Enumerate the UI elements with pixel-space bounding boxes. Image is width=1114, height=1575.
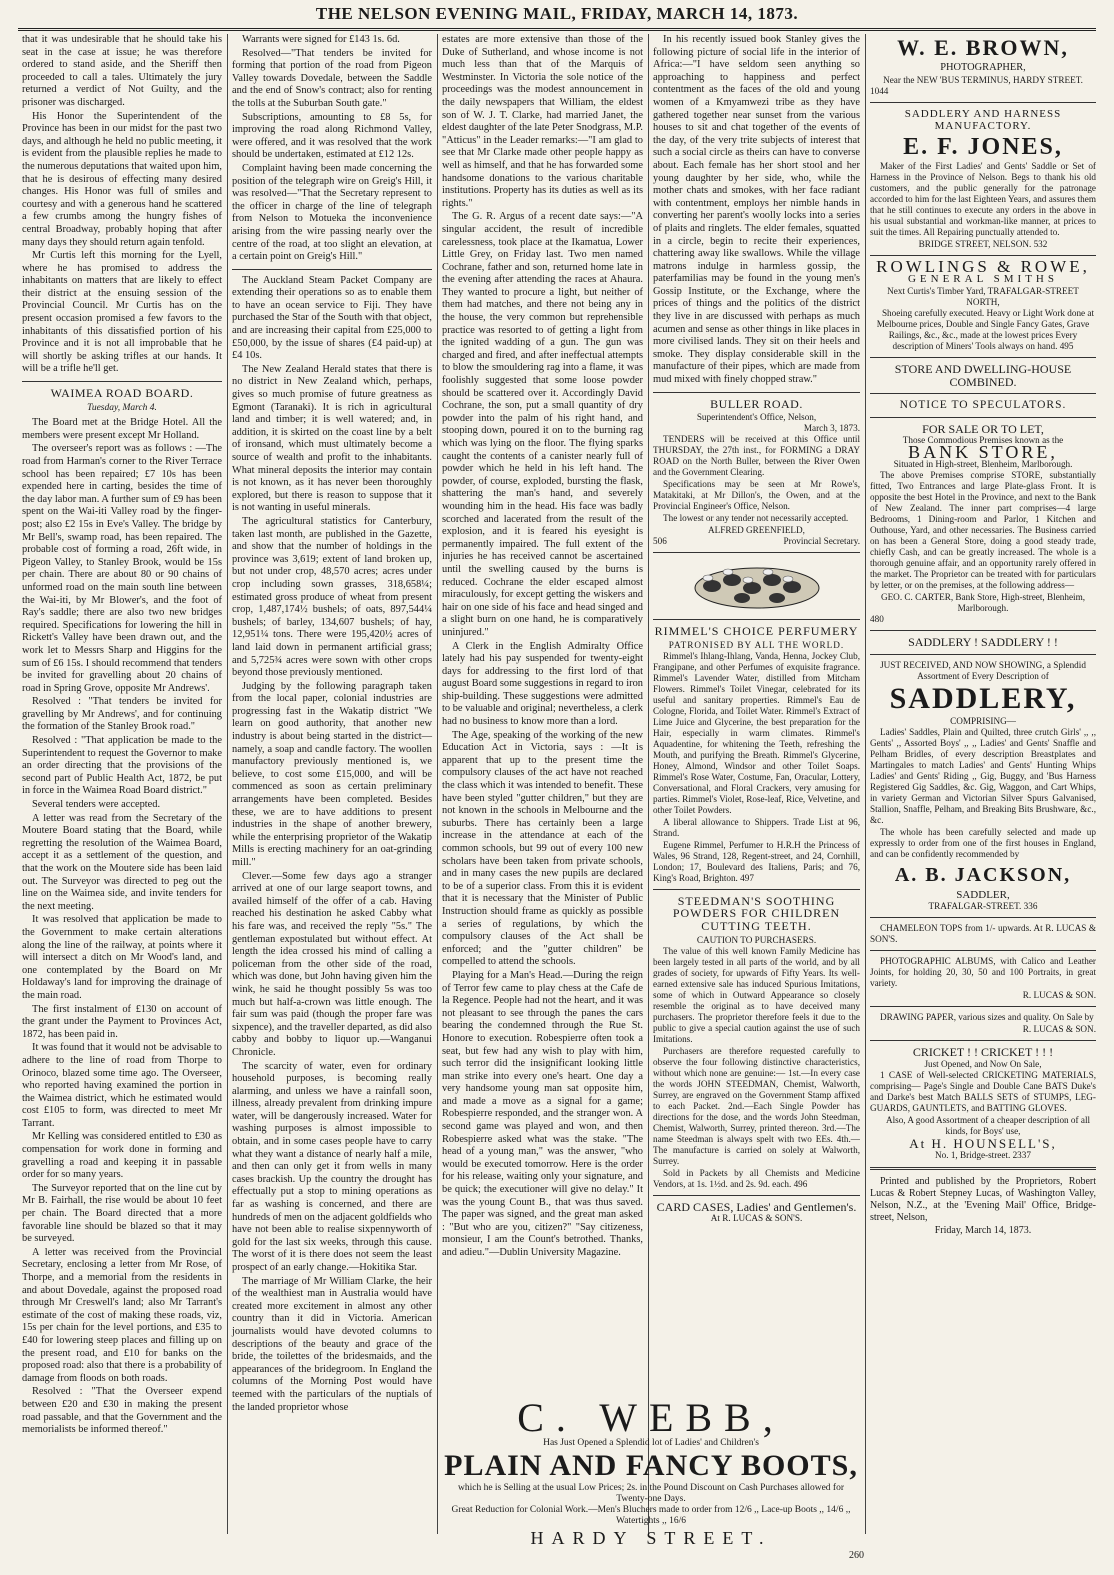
- paragraph: The Age, speaking of the working of the new Education Act in Victoria, says : —It is apparent that up to the present time the compulsory clauses of the act have not reached the class which it was intended to benefit. These have been styled "gutter children," but they are not known in the schools in Melbourne and the suburbs. There has certainly been a large increase in the attendance at each of the common schools, but 99 out of every 100 new scholars have been taken from private schools, and in many cases the new pupils are declared to be of a superior class. From this it is evident that it is necessary that the Minister of Public Instruction should frame as quickly as possible a series of regulations, by which the compulsory clauses of the Act shall be enforced; and the "gutter children" be compelled to attend the schools.: [442, 729, 643, 968]
- paragraph: The New Zealand Herald states that there is no district in New Zealand which, perhaps, gives so much promise of future greatness as Egmont (Taranaki). It is rich in agricultural land and timber; it is well watered; and, in addition, it is skirted on the coast line by a belt of ironsand, which must ultimately become a source of wealth and profit to the inhabitants. What mineral deposits the interior may contain is not known, as it has never been thoroughly explored, but there is reason to suppose that it is not wanting in useful minerals.: [232, 363, 432, 514]
- ad-body: The lowest or any tender not necessarily accepted.: [663, 513, 849, 524]
- divider: [870, 917, 1096, 918]
- ad-heading: STEEDMAN'S SOOTHING POWDERS FOR CHILDREN CUTTING TEETH.: [672, 893, 841, 933]
- ad-heading: BULLER ROAD.: [710, 396, 803, 411]
- paragraph: The scarcity of water, even for ordinary household purposes, is becoming really alarming, and unless we have a rainfall soon, illness, already prevalent from drinking impure water, will be dangerously increased. Water for washing purposes is almost impossible to obtain, and in some cases people have to carry what they want a distance of nearly half a mile, and then can only get it from wells in many cases brackish. Up the country the drought has effectually put a stop to mining operations as far as washing is concerned, and there are hundreds of men on the adjacent goldfields who have not been able to realise sixpennyworth of gold for the last six weeks, through this cause. The worst of it is there does not seem the least prospect of an early change.—Hokitika Star.: [232, 1060, 432, 1273]
- ad-heading: A. B. JACKSON,: [894, 863, 1072, 886]
- ad-heading: E. F. JONES,: [903, 133, 1063, 160]
- ad-body: Great Reduction for Colonial Work.—Men's Bluchers made to order from 12/6 ,, Lace-up Boots ,, 14/6 ,, Watertights ,, 16/6: [451, 1505, 851, 1526]
- ad-subheading: Has Just Opened a Splendid lot of Ladies' and Children's: [543, 1438, 759, 1448]
- bees-illustration: [682, 558, 832, 614]
- column-rule: [227, 34, 228, 1534]
- imprint-date: Friday, March 14, 1873.: [934, 1225, 1032, 1237]
- ad-address: BRIDGE STREET, NELSON. 532: [918, 238, 1048, 249]
- divider: [870, 1040, 1096, 1041]
- divider: [870, 102, 1096, 103]
- paragraph: Complaint having been made concerning the position of the telegraph wire on Greig's Hill, it was resolved—"That the Secretary represent to the officer in charge of the line of telegraph from Nelson to Motueka the inconvenience arising from the wire passing nearly over the centre of the road, at too slight an elevation, at a certain point on Greig's Hill.": [232, 162, 432, 263]
- column-2: [232, 34, 432, 1529]
- ad-subheading: GENERAL SMITHS: [907, 273, 1058, 286]
- ad-date: March 3, 1873.: [803, 423, 860, 434]
- ad-address: Situated in High-street, Blenheim, Marlborough.: [893, 458, 1073, 469]
- ad-body: which he is Selling at the usual Low Prices; 2s. in the Pound Discount on Cash Purchases allowed for Twenty-one Days.: [457, 1483, 845, 1504]
- ad-signature: R. LUCAS & SON.: [1022, 1024, 1096, 1035]
- ad-heading: PLAIN AND FANCY BOOTS,: [444, 1449, 858, 1482]
- divider: [653, 1195, 860, 1196]
- divider: [870, 630, 1096, 631]
- ad-signature: ALFRED GREENFIELD,: [708, 525, 805, 536]
- paragraph: Resolved : "That application be made to the Superintendent to request the Governor to make an order directing that the provisions of the second part of Public Health Act, 1872, be put in force in the Waimea Road Board district.": [22, 735, 222, 797]
- ad-body: A liberal allowance to Shippers. Trade List at 96, Strand.: [653, 816, 860, 838]
- divider: [232, 269, 432, 270]
- paragraph: The G. R. Argus of a recent date says:—"A singular accident, the result of incredible carelessness, took place at the Ikamatua, Lower Little Grey, on Friday last. Two men named Cochrane, father and son, returned home late in the evening after attending the races at Ahaura. They wanted to procure a light, but neither of them had matches, and there not being any in the house, the very common but reprehensible practice was resorted to of getting a light from the ignited wadding of a gun. The gun was charged and fired, and after ineffectual attempts to blow the smouldering rag into a flame, it was foolishly suggested that some loose powder should be scattered over it. Accordingly David Cochrane, the son, put a small quantity of dry powder into the palm of his right hand, and stooping down, poured it on to the burning rag which was lying on the floor. The flying sparks caught the contents of a canister nearly full of powder which he held in his left hand. The powder, of course, exploded, bursting the flask, shattering the man's hand, and severely wounding him in the head. His face was badly scorched and lacerated from the result of the explosion, and it is feared his eyesight is permanently impaired. The full extent of the injuries he has received cannot be ascertained until the swelling caused by the burns is reduced. Cochrane the elder escaped almost miraculously, for except getting the wiskers and hair on one side of his face and head singed and a slight burn on one hand, he is comparatively uninjured.": [442, 211, 643, 638]
- divider: [653, 392, 860, 393]
- ad-address: TRAFALGAR-STREET. 336: [928, 901, 1038, 912]
- ad-body: 1 CASE of Well-selected CRICKETING MATERIALS, comprising— Page's Single and Double Cane BATS Duke's and Darke's best Match BALLS SETS of STUMPS, LEG-GUARDS, GAUNTLETS, and BATTING GLOVES.: [870, 1069, 1096, 1113]
- article-heading: WAIMEA ROAD BOARD.: [50, 386, 194, 401]
- divider: [653, 889, 860, 890]
- ad-number: 506: [653, 536, 667, 547]
- ad-body: TENDERS will be received at this Office until THURSDAY, the 27th inst., for FORMING a DRAY ROAD on the North Buller, between the River Owen and the Government Clearing.: [653, 434, 860, 478]
- paragraph: The Board met at the Bridge Hotel. All the members were present except Mr Holland.: [22, 417, 222, 441]
- ad-heading: NOTICE TO SPECULATORS.: [899, 399, 1067, 412]
- ad-heading: BANK STORE,: [908, 442, 1058, 463]
- ad-subheading: SADDLER,: [956, 888, 1010, 901]
- paragraph: His Honor the Superintendent of the Province has been in our midst for the past two days, and although he held no public meeting, it is evident from the plausible replies he made to the numerous deputations that waited upon him, that he is desirous of effecting many desired changes. His Honor was full of smiles and courtesy and with a generous hand he scattered a few crumbs among the hungry fishes of central Broadway, probably hoping that after many days they should return again tenfold.: [22, 110, 222, 248]
- column-rule: [865, 34, 866, 1534]
- paragraph: The Auckland Steam Packet Company are extending their operations so as to enable them to have an ocean service to Fiji. They have purchased the Star of the South with that object, and are increasing their capital from £25,000 to £50,000, by the issue of shares (£4 paid-up) at £4 10s.: [232, 274, 432, 362]
- divider: [653, 619, 860, 620]
- boots-advertisement: [442, 1395, 860, 1548]
- paragraph: Subscriptions, amounting to £8 5s, for improving the road along Richmond Valley, were offered, and it was resolved that the work should be undertaken, estimated at £12 12s.: [232, 111, 432, 161]
- ad-heading: SADDLERY,: [889, 681, 1077, 715]
- ad-body: CHAMELEON TOPS from 1/- upwards. At R. LUCAS & SON'S.: [870, 923, 1096, 945]
- ad-subheading: Just Opened, and Now On Sale,: [924, 1058, 1042, 1069]
- ad-heading: CRICKET ! ! CRICKET ! ! !: [912, 1045, 1054, 1060]
- column-4: [653, 34, 860, 1394]
- divider: [870, 654, 1096, 655]
- divider: [870, 1167, 1096, 1170]
- divider: [870, 1006, 1096, 1007]
- ad-number: 260: [849, 1550, 864, 1561]
- ad-number: 480: [870, 613, 884, 624]
- masthead-rule: [18, 28, 1096, 31]
- paragraph: A letter was received from the Provincial Secretary, enclosing a letter from Mr Rose, of Thorpe, and a memorial from the residents in and about Dovedale, against the proposed road through Mr Creswell's land; also Mr Tarrant's estimate of the cost of making these roads, viz, 15s per chain for the level portions, and £35 to £40 for lowering steep places and filling up on the present road, and £10 for banks on the proposed road: also that there is a probability of damage from floods on both roads.: [22, 1246, 222, 1384]
- paragraph: It was found that it would not be advisable to adhere to the line of road from Thorpe to Orinoco, blazed some time ago. The Overseer, who reported having examined the portion in the Waimea district, which he estimated would cost £105 to form, was directed to meet Mr Tarrant.: [22, 1042, 222, 1129]
- column-rule: [437, 34, 438, 1534]
- ad-subheading: PHOTOGRAPHER,: [940, 62, 1026, 73]
- ad-subheading: Those Commodious Premises known as the: [902, 435, 1064, 446]
- ad-heading: FOR SALE OR TO LET,: [922, 421, 1044, 436]
- ad-body: DRAWING PAPER, various sizes and quality. On Sale by: [880, 1012, 1094, 1023]
- ad-subheading: PATRONISED BY ALL THE WORLD.: [668, 639, 845, 650]
- ad-body: Ladies' Saddles, Plain and Quilted, three crutch Girls' ,, ,, Gents' ,, Assorted Boys' ,, ,, Ladies' and Gents' Snaffle and Pelham Bridles, of every description Breastplates and Martingales to match Ladies' and Gents' Hunting Whips Ladies' and Gents' Riding ,, Gig, Buggy, and 'Bus Harness Registered Gig Saddles, &c. Gig, Waggon, and Cart Whips, in variety German and Victorian Silver Spurs Galvanised, Stallion, Snaffle, Pelham, and Breaking Bits Brushware, &c., &c.: [870, 726, 1096, 825]
- ad-subheading: COMPRISING—: [950, 715, 1016, 726]
- ad-heading: STORE AND DWELLING-HOUSE COMBINED.: [894, 361, 1072, 389]
- ad-number: 1044: [870, 85, 889, 96]
- column-5: [870, 34, 1096, 1529]
- ad-body: Purchasers are therefore requested carefully to observe the four following distinctive characteristics, without which none are genuine:— 1st.—In every case the words JOHN STEEDMAN, Chemist, Walworth, Surrey, are engraved on the Government Stamp affixed to each Packet. 2nd.—Each Single Powder has directions for the dose, and the words John Steedman, Chemist, Walworth, Surrey, printed thereon. 3rd.—The name Steedman is always spelt with two EEs. 4th.—The manufacture is carried on solely at Walworth, Surrey.: [653, 1045, 860, 1166]
- imprint: Printed and published by the Proprietors, Robert Lucas & Robert Stepney Lucas, of Washington Valley, Nelson, N.Z., at the 'Evening Mail' Office, Bridge-street, Nelson,: [870, 1176, 1096, 1224]
- column-3: [442, 34, 643, 1394]
- ad-role: Provincial Secretary.: [783, 536, 860, 547]
- paragraph: The agricultural statistics for Canterbury, taken last month, are published in the Gazette, and show that the number of holdings in the province was 3,619; extent of land broken up, but not under crop, 48,570 acres; acres under crop including sown grasses, 318,658¼; estimated gross produce of wheat from present crop, 1,487,174½ bushels; of oats, 897,544¼ bushels; of barley, 134,607 bushels; of hay, 12,951¼ tons. There were 195,420½ acres of land laid down in permanent artificial grass; and 5,725¾ acres were sown with other crops beyond those previously mentioned.: [232, 515, 432, 679]
- ad-body: Maker of the First Ladies' and Gents' Saddle or Set of Harness in the Province of Nelson. Begs to thank his old customers, and the public generally for the patronage accorded to him for the last Eighteen Years, and assures them that he still continues to execute any orders in the above in his usual substantial and workman-like manner, at prices to suit the times. All Repairing punctually attended to.: [870, 160, 1096, 237]
- paragraph: The marriage of Mr William Clarke, the heir of the wealthiest man in Australia would have created more excitement in almost any other country than it did in Victoria. American journalists would have devoted columns to descriptions of the beauty and grace of the bride, the toilettes of the bridesmaids, and the appearances of the bridegroom. In England the columns of the Morning Post would have teemed with the particulars of the nuptials of the landed proprietor whose: [232, 1275, 432, 1413]
- ad-address: No. 1, Bridge-street. 2337: [935, 1150, 1031, 1161]
- ad-body: The above Premises comprise STORE, substantially fitted, Two Entrances and large Plate-glass Front. It is opposite the best Hotel in the Province, and next to the Bank of New Zealand. The inner part comprises—4 large Bedrooms, 1 Dining-room and Parlor, 1 Kitchen and Outhouse, Yard, and other necessaries. The Business carried on has been a General Store, doing a good steady trade, chiefly Cash, and can be greatly increased. The whole is a thorough genuine affair, and an opportunity rarely offered in the market. The Proprietor can be treated with for particulars by letter, or on the premises, at the following address—: [870, 469, 1096, 590]
- divider: [870, 950, 1096, 951]
- ad-subheading: JUST RECEIVED, AND NOW SHOWING, a Splendid Assortment of Every Description of: [880, 659, 1086, 681]
- paragraph: Judging by the following paragraph taken from the local paper, colonial industries are progressing fast in the Wakatip district "We learn on good authority, that another new industry is about being started in the district—namely, a soap and candle factory. The woollen manufactory previously mentioned is, we believe, to cost some £15,000, and will be commenced as soon as certain preliminary arrangements have been completed. Besides these, we are to have additions to present industries in the shape of another brewery, while the enterprising proprietor of the Wakatip Mills is erecting machinery for an oat-grinding mill.": [232, 680, 432, 868]
- paragraph: Resolved : "That tenders be invited for gravelling by Mr Andrews', and for continuing the formation of the Stanley Brook road.": [22, 696, 222, 733]
- paragraph: Playing for a Man's Head.—During the reign of Terror few came to play chess at the Cafe de la Regence. People had not the heart, and it was not pleasant to see through the panes the cars bearing the condemned through the Rue St. Honore to execution. Robespierre often took a seat, but few had any wish to play with him, such terror did the insignificant looking little man strike into every one's heart. One day a very handsome young man sat opposite him, and made a move as a signal for a game; Robespierre responded, and the stranger won. A second game was played and won, and then Robespierre asked what was the stake. "The head of a young man," was the answer, "who would be executed tomorrow. Here is the order for his release, waiting only your signature, and be quick; the executioner will give no delay." It was the young Count B., that was thus saved. The paper was signed, and the great man asked : "But who are you, citizen?" "Say citizeness, monsieur, I am the Count's betrothed. Thanks, and adieu."—Dublin University Magazine.: [442, 969, 643, 1258]
- ad-heading: RIMMEL'S CHOICE PERFUMERY: [654, 624, 859, 639]
- article-date: Tuesday, March 4.: [87, 402, 157, 413]
- ad-heading: SADDLERY AND HARNESS MANUFACTORY.: [904, 107, 1062, 133]
- paragraph: A Clerk in the English Admiralty Office lately had his pay suspended for twenty-eight days for addressing to the first lord of that august Board some suggestions in regard to iron ship-building. These suggestions were admitted to be valuable and original; nevertheless, a clerk had no business to know more than a lord.: [442, 640, 643, 728]
- ad-subheading: CAUTION TO PURCHASERS.: [696, 934, 817, 945]
- divider: [870, 393, 1096, 394]
- ad-body: Shoeing carefully executed. Heavy or Light Work done at Melbourne prices, Double and Single Fancy Gates, Grave Railings, &c., &c., made at the lowest prices Every description of Miners' Tools always on hand. 495: [876, 307, 1095, 351]
- ad-body: Specifications may be seen at Mr Rowe's, Matakitaki, at Mr Dillon's, the Owen, and at the Provincial Engineer's Office, Nelson.: [653, 479, 860, 512]
- ad-body: At R. LUCAS & SON'S.: [710, 1213, 803, 1224]
- ad-address: Near the NEW 'BUS TERMINUS, HARDY STREET.: [883, 74, 1083, 85]
- ad-heading: CARD CASES, Ladies' and Gentlemen's.: [656, 1199, 857, 1214]
- ad-address: Next Curtis's Timber Yard, TRAFALGAR-STREET NORTH,: [887, 285, 1079, 307]
- paragraph: It was resolved that application be made to the Government to make certain alterations along the line of the railway, at points where it will intersect a ditch on Mr Wood's land, and one contemplated by the Board on Mr Holdaway's land for improving the drainage of the main road.: [22, 914, 222, 1001]
- divider: [653, 552, 860, 553]
- divider: [870, 255, 1096, 256]
- paragraph: In his recently issued book Stanley gives the following picture of social life in the interior of Africa:—"I have seldom seen anything so approaching to happiness and perfect contentment as the faces of the old and young women of a Kmyamwezi tribe as they have gathered together near sunset from the various houses to sit and chat together of the events of the day, of the very trite subjects of interest that such a social circle as theirs can have to converse about. Each female has her short stool and her young daughter by her side, who, while the mother chats and smokes, with her face radiant with contentment, employs her nimble hands in converting her parent's woolly locks into a series of plaits and ringlets. The elder females, squatted in a circle, begin to recite their experiences, chattering away like swallows. While the village matrons indulge in harmless gossip, the paterfamilias may be found in the young men's Gossip Institute, or the Exchange, where the prices of things and the politics of the district they live in are discussed with perhaps as much acumen and sense as other things in like places in more civilised lands. They sit on their heels and smoke. They display considerable skill in the manufacture of their pipes, which are made from mud mixed with finely chopped straw.": [653, 34, 860, 386]
- paragraph: Warrants were signed for £143 1s. 6d.: [242, 34, 400, 45]
- ad-body: Eugene Rimmel, Perfumer to H.R.H the Princess of Wales, 96 Strand, 128, Regent-street, and 24, Cornhill, London; 17, Boulevard des Italiens, Paris; and 76, King's Road, Brighton. 497: [653, 839, 860, 883]
- paragraph: Resolved : "That the Overseer expend between £20 and £30 in making the present road passable, and that the Government and the memorialists be informed thereof.": [22, 1386, 222, 1436]
- ad-heading: ROWLINGS & ROWE,: [876, 256, 1090, 276]
- paragraph: The Surveyor reported that on the line cut by Mr B. Fairhall, the rise would be about 10 feet per chain. The Board directed that a more favorable line should be blazed so that it may be surveyed.: [22, 1182, 222, 1245]
- ad-signature: GEO. C. CARTER, Bank Store, High-street, Blenheim, Marlborough.: [880, 591, 1086, 613]
- paragraph: Mr Curtis left this morning for the Lyell, where he has promised to address the inhabitants on matters that are likely to effect their district at the ensuing session of the Provincial Council. Mr Curtis has on the present occasion promised a few favors to the inhabitants of this dissatisfied portion of his Province and it is not all improbable that he will shortly be asking trifles at our hands. It will be a trifle he'll get.: [22, 250, 222, 375]
- paragraph: Clever.—Some few days ago a stranger arrived at one of our large seaport towns, and availed himself of the offer of a cab. Having reached his destination he asked Cabby what his fare was, and received the reply "5s." The gentleman expostulated but without effect. At length the idea crossed his mind of calling a policeman from the other side of the road, which was done, but John having given him the wink, he said he thought possibly 5s was too much but half-a-crown was little enough. The fair sum was paid (though the proper fare was sixpence), and the traveller departed, as did also cabby and bobby to liquor up.—Wanganui Chronicle.: [232, 870, 432, 1058]
- paragraph: Mr Kelling was considered entitled to £30 as compensation for work done in forming and gravelling a road and keeping it in passable order for so many years.: [22, 1131, 222, 1181]
- paragraph: A letter was read from the Secretary of the Moutere Board stating that the Board, while regretting the resolution of the Waimea Board, accept it as a settlement of the question, and that the work on the Moutere side has been laid out. The Surveyor was directed to peg out the line on the Waimea side, and invite tenders for the next meeting.: [22, 812, 222, 912]
- ad-heading: C. WEBB,: [517, 1395, 785, 1440]
- ad-body: Sold in Packets by all Chemists and Medicine Vendors, at 1s. 1½d. and 2s. 9d. each. 496: [653, 1167, 860, 1189]
- ad-office: Superintendent's Office, Nelson,: [696, 412, 817, 423]
- ad-signature: R. LUCAS & SON.: [1022, 990, 1096, 1001]
- divider: [870, 417, 1096, 418]
- ad-body: PHOTOGRAPHIC ALBUMS, with Calico and Leather Joints, for holding 20, 30, 50 and 100 Portraits, in great variety.: [870, 956, 1096, 989]
- paragraph: Several tenders were accepted.: [32, 799, 161, 811]
- divider: [870, 357, 1096, 358]
- ad-body: The whole has been carefully selected and made up expressly to order from one of the first houses in England, and can be confidently recommended by: [870, 826, 1096, 859]
- column-rule: [648, 34, 649, 1534]
- paragraph: that it was undesirable that he should take his seat in the case at issue; he was therefore ordered to stand aside, and the Sheriff then proceeded to call a tales. Ultimately the jury returned a verdict of Not Guilty, and the prisoner was discharged.: [22, 34, 222, 108]
- ad-body: Also, A good Assortment of a cheaper description of all kinds, for Boys' use,: [885, 1114, 1091, 1136]
- paragraph: The first instalment of £130 on account of the grant under the Payment to Provinces Act, 1872, has been paid in.: [22, 1003, 222, 1040]
- masthead: THE NELSON EVENING MAIL, FRIDAY, MARCH 14, 1873.: [315, 4, 799, 23]
- ad-heading: SADDLERY ! SADDLERY ! !: [908, 634, 1058, 649]
- paragraph: The overseer's report was as follows : —The road from Harman's corner to the River Terrace school has been repaired; £7 10s has been expended here in carting, besides the time of the day labor man. A further sum of £9 has been spent on the Wai-iti Valley road by the finger-post; also £2 15s in Eve's Valley. The bridge by Mr Bell's, swamp road, has been repaired. The probable cost of forming a road, 26ft wide, in Pigeon Valley, to Stanley Brook, would be 15s per chain. There are about 80 or 90 chains of unformed road on the main south line between the Wai-iti, by Mr Blower's, and the foot of Ray's saddle; there are also two new bridges required. Specifications for lowering the hill in Rickett's Valley have been drawn out, and the work let to Messrs Sharp and Higgins for the sum of £6 15s. I should recommend that tenders be invited for gravelling about 20 chains of road in Spring Grove, opposite Mr Andrews'.: [22, 443, 222, 694]
- divider: [22, 381, 222, 382]
- ad-heading: At H. HOUNSELL'S,: [909, 1135, 1057, 1151]
- paragraph: estates are more extensive than those of the Duke of Sutherland, and whose income is not much less than that of the Marquis of Westminster. In Victoria the sole notice of the proceedings was the modest announcement in the daily newspapers that William, the eldest son of W. J. T. Clarke, had married Janet, the eldest daughter of the late Peter Snodgrass, M.P. "Atticus" in the Leader remarks:—"I am glad to see that Mr Clarke made other people happy as well as himself, and that he has forwarded some handsome donations to the various charitable institutions. Property has its duties as well as its rights.": [442, 34, 643, 209]
- ad-body: The value of this well known Family Medicine has been largely tested in all parts of the world, and by all grades of society, for upwards of Fifty Years. Its well-earned extensive sale has induced Spurious Imitations, some of which in Outward Appearance so closely resemble the original as to have deceived many purchasers. The proprietor therefore feels it due to the public to give a special caution against the use of such Imitations.: [653, 945, 860, 1044]
- ad-heading: W. E. BROWN,: [897, 35, 1069, 60]
- ad-body: Rimmel's Ihlang-Ihlang, Vanda, Henna, Jockey Club, Frangipane, and other Perfumes of exquisite fragrance. Rimmel's Lavender Water, distilled from Mitcham Flowers. Rimmel's Toilet Vinegar, celebrated for its useful and sanitary properties. Rimmel's Eau de Cologne, Florida, and Toilet Water. Rimmel's Extract of Lime Juice and Glycerine, the best preparation for the Hair, especially in warm climates. Rimmel's Aquadentine, for whitening the Teeth, refreshing the Mouth, and purifying the Breath. Rimmel's Glycerine, Honey, Almond, Windsor and other Toilet Soaps. Rimmel's Rose Water, Costume, Fan, Oracular, Lottery, Conversational, and Floral Crackers, very amusing for parties. Rimmel's Violet, Rose-leaf, Rice, Velvetine, and other Toilet Powders.: [653, 650, 860, 815]
- column-1: [22, 34, 222, 1529]
- paragraph: Resolved—"That tenders be invited for forming that portion of the road from Pigeon Valley towards Dovedale, between the Saddle and the end of Snow's contract; also for renting the tolls at the Suburban South gate.": [232, 47, 432, 109]
- ad-address: HARDY STREET.: [530, 1528, 772, 1548]
